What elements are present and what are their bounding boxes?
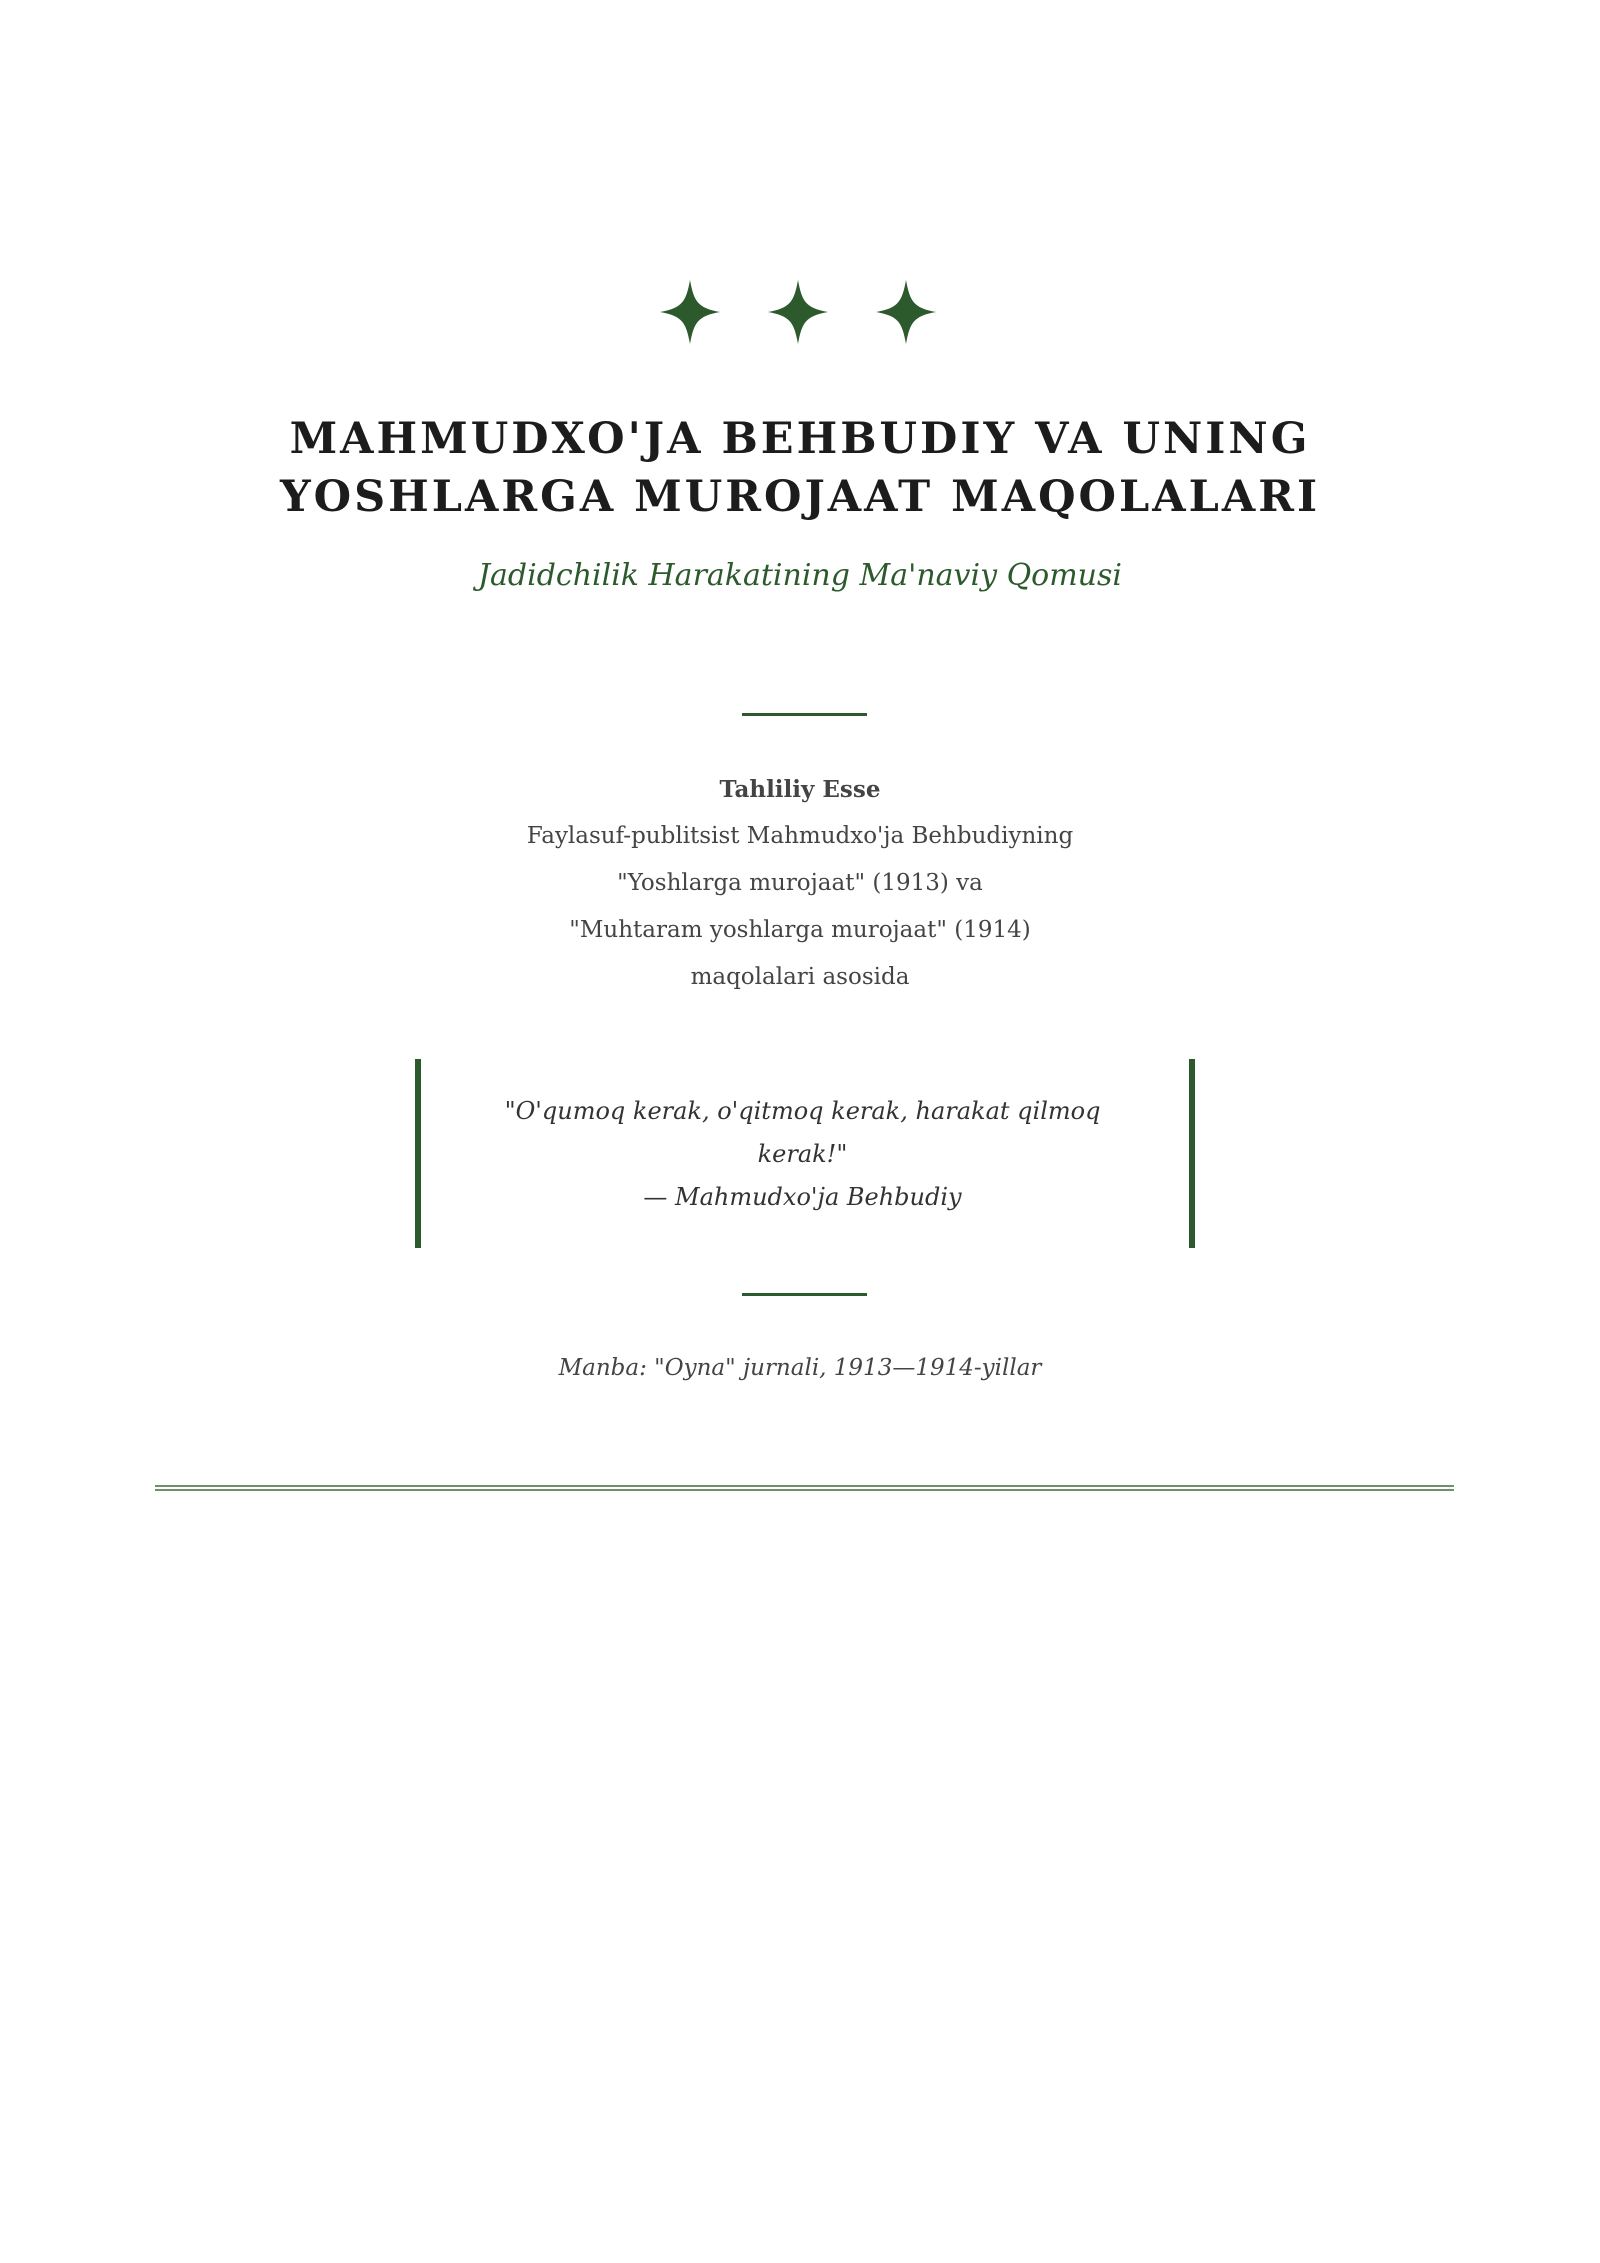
title-line-2: YOSHLARGA MUROJAAT MAQOLALARI [279, 472, 1321, 522]
quote-bar-right [1189, 1059, 1195, 1248]
four-point-star-icon [876, 280, 936, 344]
divider-top [742, 713, 867, 716]
essay-description [0, 766, 1600, 1001]
essay-line: "Muhtaram yoshlarga murojaat" (1914) [569, 917, 1031, 943]
title-line-1: MAHMUDXO'JA BEHBUDIY VA UNING [289, 414, 1311, 464]
essay-line: maqolalari asosida [690, 964, 910, 990]
divider-bottom [742, 1293, 867, 1296]
essay-label: Tahliliy Esse [719, 776, 881, 803]
quote-bar-left [415, 1059, 421, 1248]
epigraph-quote [470, 1090, 1135, 1219]
four-point-star-icon [660, 280, 720, 344]
quote-text: "O'qumoq kerak, o'qitmoq kerak, harakat qilmoq kerak!" [504, 1097, 1101, 1168]
four-point-star-icon [768, 280, 828, 344]
source-note: Manba: "Oyna" jurnali, 1913—1914-yillar [558, 1355, 1042, 1381]
document-subtitle: Jadidchilik Harakatining Ma'naviy Qomusi [477, 558, 1122, 593]
essay-line: "Yoshlarga murojaat" (1913) va [617, 870, 983, 896]
quote-author: — Mahmudxo'ja Behbudiy [643, 1183, 962, 1211]
star-ornament [0, 272, 1600, 352]
essay-line: Faylasuf-publitsist Mahmudxo'ja Behbudiyning [526, 823, 1074, 849]
star-ornament-svg [650, 272, 950, 352]
double-rule [155, 1485, 1454, 1491]
document-title [0, 410, 1600, 526]
